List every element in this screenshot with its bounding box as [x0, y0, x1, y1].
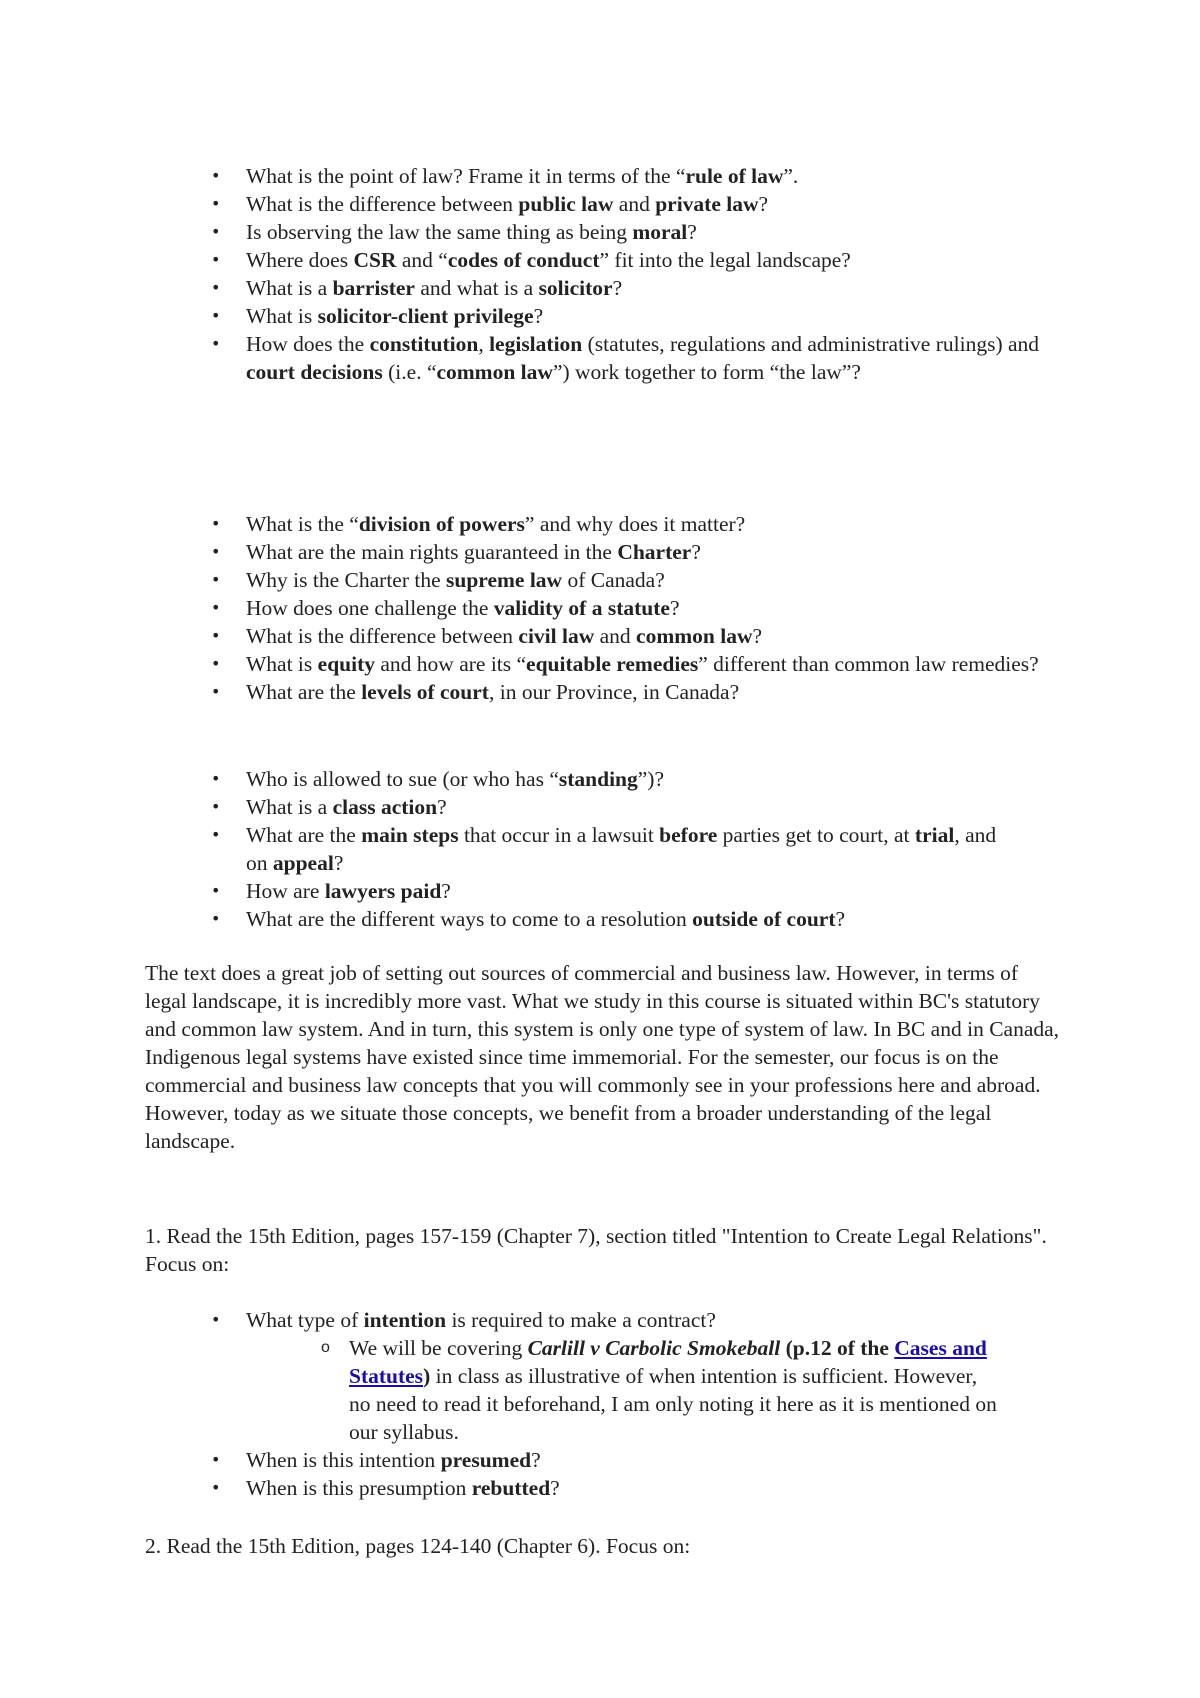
list-item: • What are the main rights guaranteed in the Charter?: [211, 538, 1051, 566]
list-item: • What type of intention is required to make a contract? o We will be covering Carlill v Carbolic Smokeball (p.12 of the Cases and Statutes) in class as illustrative of when intention is sufficient. However, no need to read it beforehand, I am only noting it here as it is mentioned on our syllabus.: [211, 1306, 1071, 1446]
reading-2-heading: 2. Read the 15th Edition, pages 124-140 (Chapter 6). Focus on:: [145, 1534, 691, 1558]
legal-landscape-paragraph: The text does a great job of setting out sources of commercial and business law. However, in terms of legal landscape, it is incredibly more vast. What we study in this course is situated within BC's statutory and common law system. And in turn, this system is only one type of system of law. In BC and in Canada, Indigenous legal systems have existed since time immemorial. For the semester, our focus is on the commercial and business law concepts that you will commonly see in your professions here and abroad. However, today as we situate those concepts, we benefit from a broader understanding of the legal landscape.: [145, 961, 1060, 1153]
list-item: • Is observing the law the same thing as being moral?: [211, 218, 1051, 246]
cases-and-statutes-link[interactable]: Cases and Statutes: [349, 1336, 987, 1388]
list-item: • How does the constitution, legislation (statutes, regulations and administrative rulings) and court decisions (i.e. “common law”) work together to form “the law”?: [211, 330, 1051, 386]
list-item: • How does one challenge the validity of a statute?: [211, 594, 1051, 622]
sub-list-item: o We will be covering Carlill v Carbolic Smokeball (p.12 of the Cases and Statutes) in class as illustrative of when intention is sufficient. However, no need to read it beforehand, I am only noting it here as it is mentioned on our syllabus.: [321, 1334, 1001, 1446]
list-item: • Where does CSR and “codes of conduct” fit into the legal landscape?: [211, 246, 1051, 274]
list-item: • What is the difference between public law and private law?: [211, 190, 1051, 218]
list-item: • When is this intention presumed?: [211, 1446, 1071, 1474]
bullet-list-intro: [211, 162, 1051, 386]
bullet-list-reading-1: [211, 1306, 1071, 1502]
list-item: • What are the different ways to come to a resolution outside of court?: [211, 905, 1001, 933]
list-item: • What is a class action?: [211, 793, 1001, 821]
list-item: • What is the “division of powers” and why does it matter?: [211, 510, 1051, 538]
reading-1-heading: 1. Read the 15th Edition, pages 157-159 (Chapter 7), section titled "Intention to Create Legal Relations". Focus on:: [145, 1224, 1047, 1276]
list-item: • What is the point of law? Frame it in terms of the “rule of law”.: [211, 162, 1051, 190]
list-item: • What is solicitor-client privilege?: [211, 302, 1051, 330]
list-item: • Who is allowed to sue (or who has “standing”)?: [211, 765, 1001, 793]
bullet-list-constitution: [211, 510, 1051, 706]
list-item: • What are the main steps that occur in a lawsuit before parties get to court, at trial, and on appeal?: [211, 821, 1001, 877]
list-item: • What are the levels of court, in our Province, in Canada?: [211, 678, 1051, 706]
list-item: • Why is the Charter the supreme law of Canada?: [211, 566, 1051, 594]
list-item: • What is equity and how are its “equitable remedies” different than common law remedies?: [211, 650, 1051, 678]
list-item: • How are lawyers paid?: [211, 877, 1001, 905]
list-item: • What is the difference between civil law and common law?: [211, 622, 1051, 650]
bullet-list-litigation: [211, 765, 1001, 933]
list-item: • What is a barrister and what is a solicitor?: [211, 274, 1051, 302]
sub-list: [321, 1334, 1001, 1446]
case-name: Carlill v Carbolic Smokeball: [527, 1336, 781, 1360]
list-item: • When is this presumption rebutted?: [211, 1474, 1071, 1502]
